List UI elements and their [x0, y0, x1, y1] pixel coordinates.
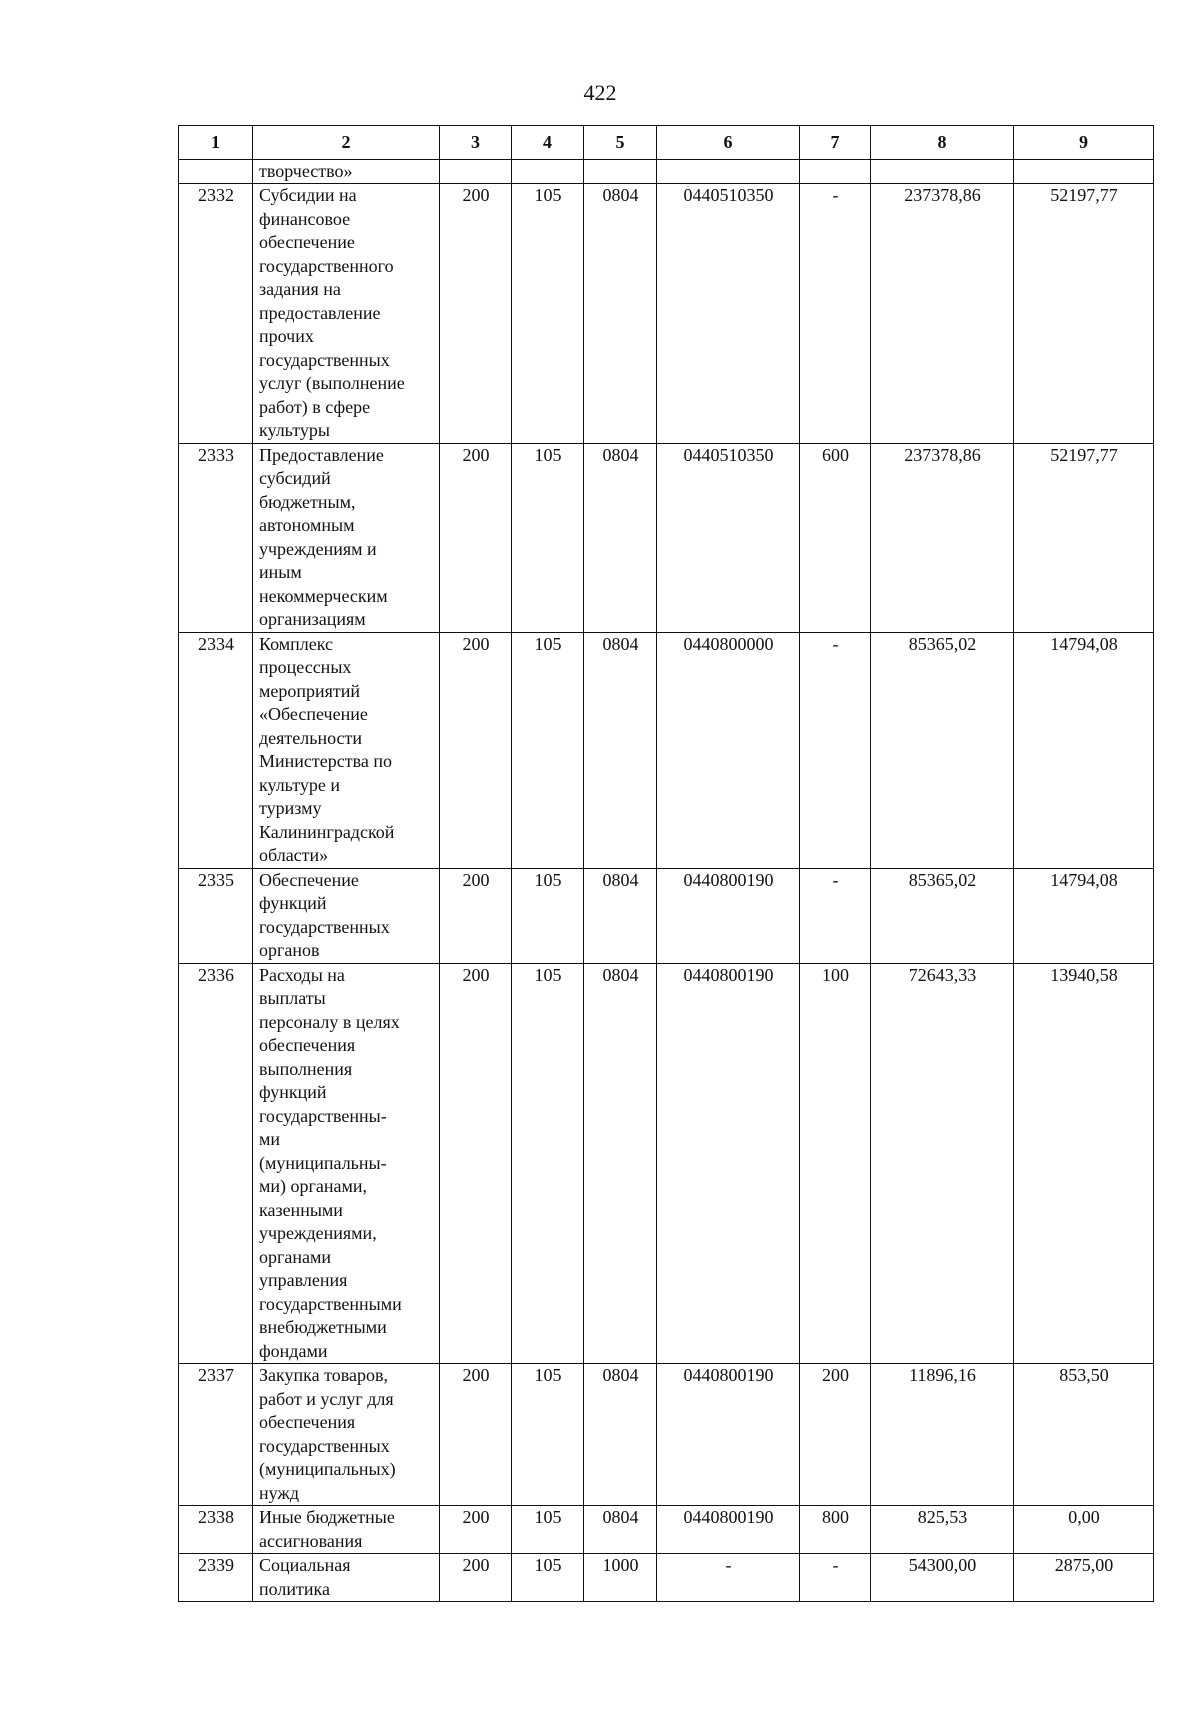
empty-cell	[1014, 160, 1154, 184]
section-cell: 105	[512, 1364, 584, 1506]
row-number-cell	[179, 160, 253, 184]
description-line: государственных	[259, 916, 390, 937]
description-cell	[253, 1364, 440, 1506]
description-line: организациям	[259, 609, 366, 629]
description-line: иным	[259, 562, 302, 582]
target-article-cell: 0440800000	[657, 632, 800, 868]
description-line: органов	[259, 940, 320, 960]
description-line: управления	[259, 1270, 348, 1290]
description-cell	[253, 868, 440, 963]
description-line: ми) органами,	[259, 1176, 368, 1196]
empty-cell	[800, 160, 871, 184]
column-header: 4	[512, 126, 584, 160]
description-line: функций	[259, 893, 327, 913]
amount-total-cell: 54300,00	[871, 1554, 1014, 1602]
page-number: 422	[583, 80, 617, 105]
description-cell	[253, 1506, 440, 1554]
column-header: 7	[800, 126, 871, 160]
subsection-cell: 0804	[584, 868, 657, 963]
subsection-cell: 0804	[584, 443, 657, 632]
description-line: персоналу в целях	[259, 1011, 400, 1032]
empty-cell	[657, 160, 800, 184]
column-header: 8	[871, 126, 1014, 160]
row-number-cell: 2338	[179, 1506, 253, 1554]
description-line: учреждениями,	[259, 1223, 377, 1243]
expense-type-cell: 800	[800, 1506, 871, 1554]
description-line: органами	[259, 1246, 332, 1267]
description-line: творчество»	[259, 161, 353, 181]
subsection-cell: 0804	[584, 963, 657, 1364]
subsection-cell: 0804	[584, 632, 657, 868]
expense-type-cell: 100	[800, 963, 871, 1364]
amount-part-cell: 14794,08	[1014, 868, 1154, 963]
section-cell: 105	[512, 184, 584, 444]
description-line: процессных	[259, 657, 352, 677]
target-article-cell: 0440800190	[657, 1364, 800, 1506]
description-line: Закупка товаров,	[259, 1365, 388, 1385]
subsection-cell: 0804	[584, 1506, 657, 1554]
description-line: предоставление	[259, 302, 381, 323]
description-line: учреждениям и	[259, 538, 377, 559]
table-row	[179, 963, 1154, 1364]
description-line: функций	[259, 1082, 327, 1102]
description-line: фондами	[259, 1340, 328, 1361]
header-row	[179, 126, 1154, 160]
description-line: Расходы на	[259, 964, 345, 985]
amount-total-cell: 11896,16	[871, 1364, 1014, 1506]
description-cell	[253, 443, 440, 632]
table-row	[179, 184, 1154, 444]
subsection-cell: 1000	[584, 1554, 657, 1602]
amount-part-cell: 853,50	[1014, 1364, 1154, 1506]
description-line: государственны-	[259, 1105, 387, 1126]
description-line: (муниципальных)	[259, 1459, 396, 1479]
empty-cell	[512, 160, 584, 184]
amount-part-cell: 14794,08	[1014, 632, 1154, 868]
row-number-cell: 2335	[179, 868, 253, 963]
description-line: культуре и	[259, 774, 340, 795]
section-cell: 105	[512, 443, 584, 632]
target-article-cell: -	[657, 1554, 800, 1602]
empty-cell	[440, 160, 512, 184]
description-line: Министерства по	[259, 751, 392, 771]
description-line: (муниципальны-	[259, 1152, 387, 1173]
amount-part-cell: 52197,77	[1014, 184, 1154, 444]
expense-type-cell: -	[800, 184, 871, 444]
description-cell	[253, 184, 440, 444]
target-article-cell: 0440510350	[657, 184, 800, 444]
empty-cell	[584, 160, 657, 184]
description-cell	[253, 160, 440, 184]
row-number-cell: 2332	[179, 184, 253, 444]
expense-type-cell: -	[800, 1554, 871, 1602]
description-line: некоммерческим	[259, 585, 388, 606]
expense-type-cell: -	[800, 868, 871, 963]
description-line: туризму	[259, 798, 322, 818]
grbs-cell: 200	[440, 184, 512, 444]
grbs-cell: 200	[440, 1554, 512, 1602]
target-article-cell: 0440800190	[657, 1506, 800, 1554]
row-number-cell: 2339	[179, 1554, 253, 1602]
grbs-cell: 200	[440, 1364, 512, 1506]
grbs-cell: 200	[440, 963, 512, 1364]
description-line: обеспечения	[259, 1035, 356, 1055]
column-header: 1	[179, 126, 253, 160]
description-line: внебюджетными	[259, 1317, 387, 1337]
description-line: ассигнования	[259, 1530, 363, 1551]
empty-cell	[871, 160, 1014, 184]
amount-part-cell: 52197,77	[1014, 443, 1154, 632]
grbs-cell: 200	[440, 868, 512, 963]
amount-total-cell: 72643,33	[871, 963, 1014, 1364]
description-line: Обеспечение	[259, 869, 359, 890]
table-row	[179, 1364, 1154, 1506]
description-line: обеспечения	[259, 1412, 356, 1432]
expense-type-cell: 200	[800, 1364, 871, 1506]
target-article-cell: 0440800190	[657, 868, 800, 963]
description-line: Иные бюджетные	[259, 1507, 395, 1527]
description-line: казенными	[259, 1199, 343, 1220]
column-header: 3	[440, 126, 512, 160]
table-row	[179, 632, 1154, 868]
row-number-cell: 2334	[179, 632, 253, 868]
description-line: выполнения	[259, 1058, 353, 1079]
row-number-cell: 2337	[179, 1364, 253, 1506]
target-article-cell: 0440510350	[657, 443, 800, 632]
description-line: Социальная	[259, 1555, 351, 1575]
amount-total-cell: 237378,86	[871, 443, 1014, 632]
budget-table	[178, 125, 1154, 1602]
section-cell: 105	[512, 1554, 584, 1602]
description-cell	[253, 632, 440, 868]
description-cell	[253, 963, 440, 1364]
description-line: обеспечение	[259, 232, 355, 252]
continuation-row	[179, 160, 1154, 184]
expense-type-cell: -	[800, 632, 871, 868]
grbs-cell: 200	[440, 1506, 512, 1554]
row-number-cell: 2333	[179, 443, 253, 632]
description-line: «Обеспечение	[259, 704, 368, 724]
grbs-cell: 200	[440, 632, 512, 868]
amount-total-cell: 237378,86	[871, 184, 1014, 444]
expense-type-cell: 600	[800, 443, 871, 632]
amount-part-cell: 13940,58	[1014, 963, 1154, 1364]
description-line: государственными	[259, 1293, 402, 1314]
description-line: автономным	[259, 515, 355, 535]
row-number-cell: 2336	[179, 963, 253, 1364]
section-cell: 105	[512, 868, 584, 963]
grbs-cell: 200	[440, 443, 512, 632]
description-line: субсидий	[259, 468, 331, 488]
subsection-cell: 0804	[584, 1364, 657, 1506]
target-article-cell: 0440800190	[657, 963, 800, 1364]
table-body	[179, 126, 1154, 1602]
table-row	[179, 1554, 1154, 1602]
description-line: государственных	[259, 349, 390, 370]
description-line: политика	[259, 1578, 330, 1599]
table-row	[179, 443, 1154, 632]
description-line: государственного	[259, 255, 394, 276]
description-line: выплаты	[259, 988, 326, 1008]
description-line: культуры	[259, 420, 330, 440]
description-line: нужд	[259, 1482, 299, 1503]
description-line: мероприятий	[259, 680, 361, 701]
description-line: бюджетным,	[259, 491, 356, 512]
description-line: Субсидии на	[259, 185, 357, 205]
description-cell	[253, 1554, 440, 1602]
column-header: 9	[1014, 126, 1154, 160]
subsection-cell: 0804	[584, 184, 657, 444]
amount-total-cell: 825,53	[871, 1506, 1014, 1554]
description-line: финансовое	[259, 208, 351, 229]
description-line: работ) в сфере	[259, 396, 371, 417]
amount-part-cell: 2875,00	[1014, 1554, 1154, 1602]
description-line: государственных	[259, 1435, 390, 1456]
description-line: прочих	[259, 326, 314, 346]
description-line: ми	[259, 1129, 281, 1149]
amount-part-cell: 0,00	[1014, 1506, 1154, 1554]
description-line: задания на	[259, 279, 341, 299]
table-row	[179, 1506, 1154, 1554]
amount-total-cell: 85365,02	[871, 632, 1014, 868]
description-line: области»	[259, 845, 329, 865]
description-line: услуг (выполнение	[259, 373, 405, 393]
section-cell: 105	[512, 1506, 584, 1554]
section-cell: 105	[512, 963, 584, 1364]
description-line: Предоставление	[259, 444, 384, 465]
column-header: 5	[584, 126, 657, 160]
description-line: работ и услуг для	[259, 1388, 394, 1409]
description-line: Комплекс	[259, 633, 334, 654]
description-line: деятельности	[259, 727, 363, 748]
description-line: Калининградской	[259, 821, 395, 842]
column-header: 6	[657, 126, 800, 160]
section-cell: 105	[512, 632, 584, 868]
table-row	[179, 868, 1154, 963]
column-header: 2	[253, 126, 440, 160]
amount-total-cell: 85365,02	[871, 868, 1014, 963]
